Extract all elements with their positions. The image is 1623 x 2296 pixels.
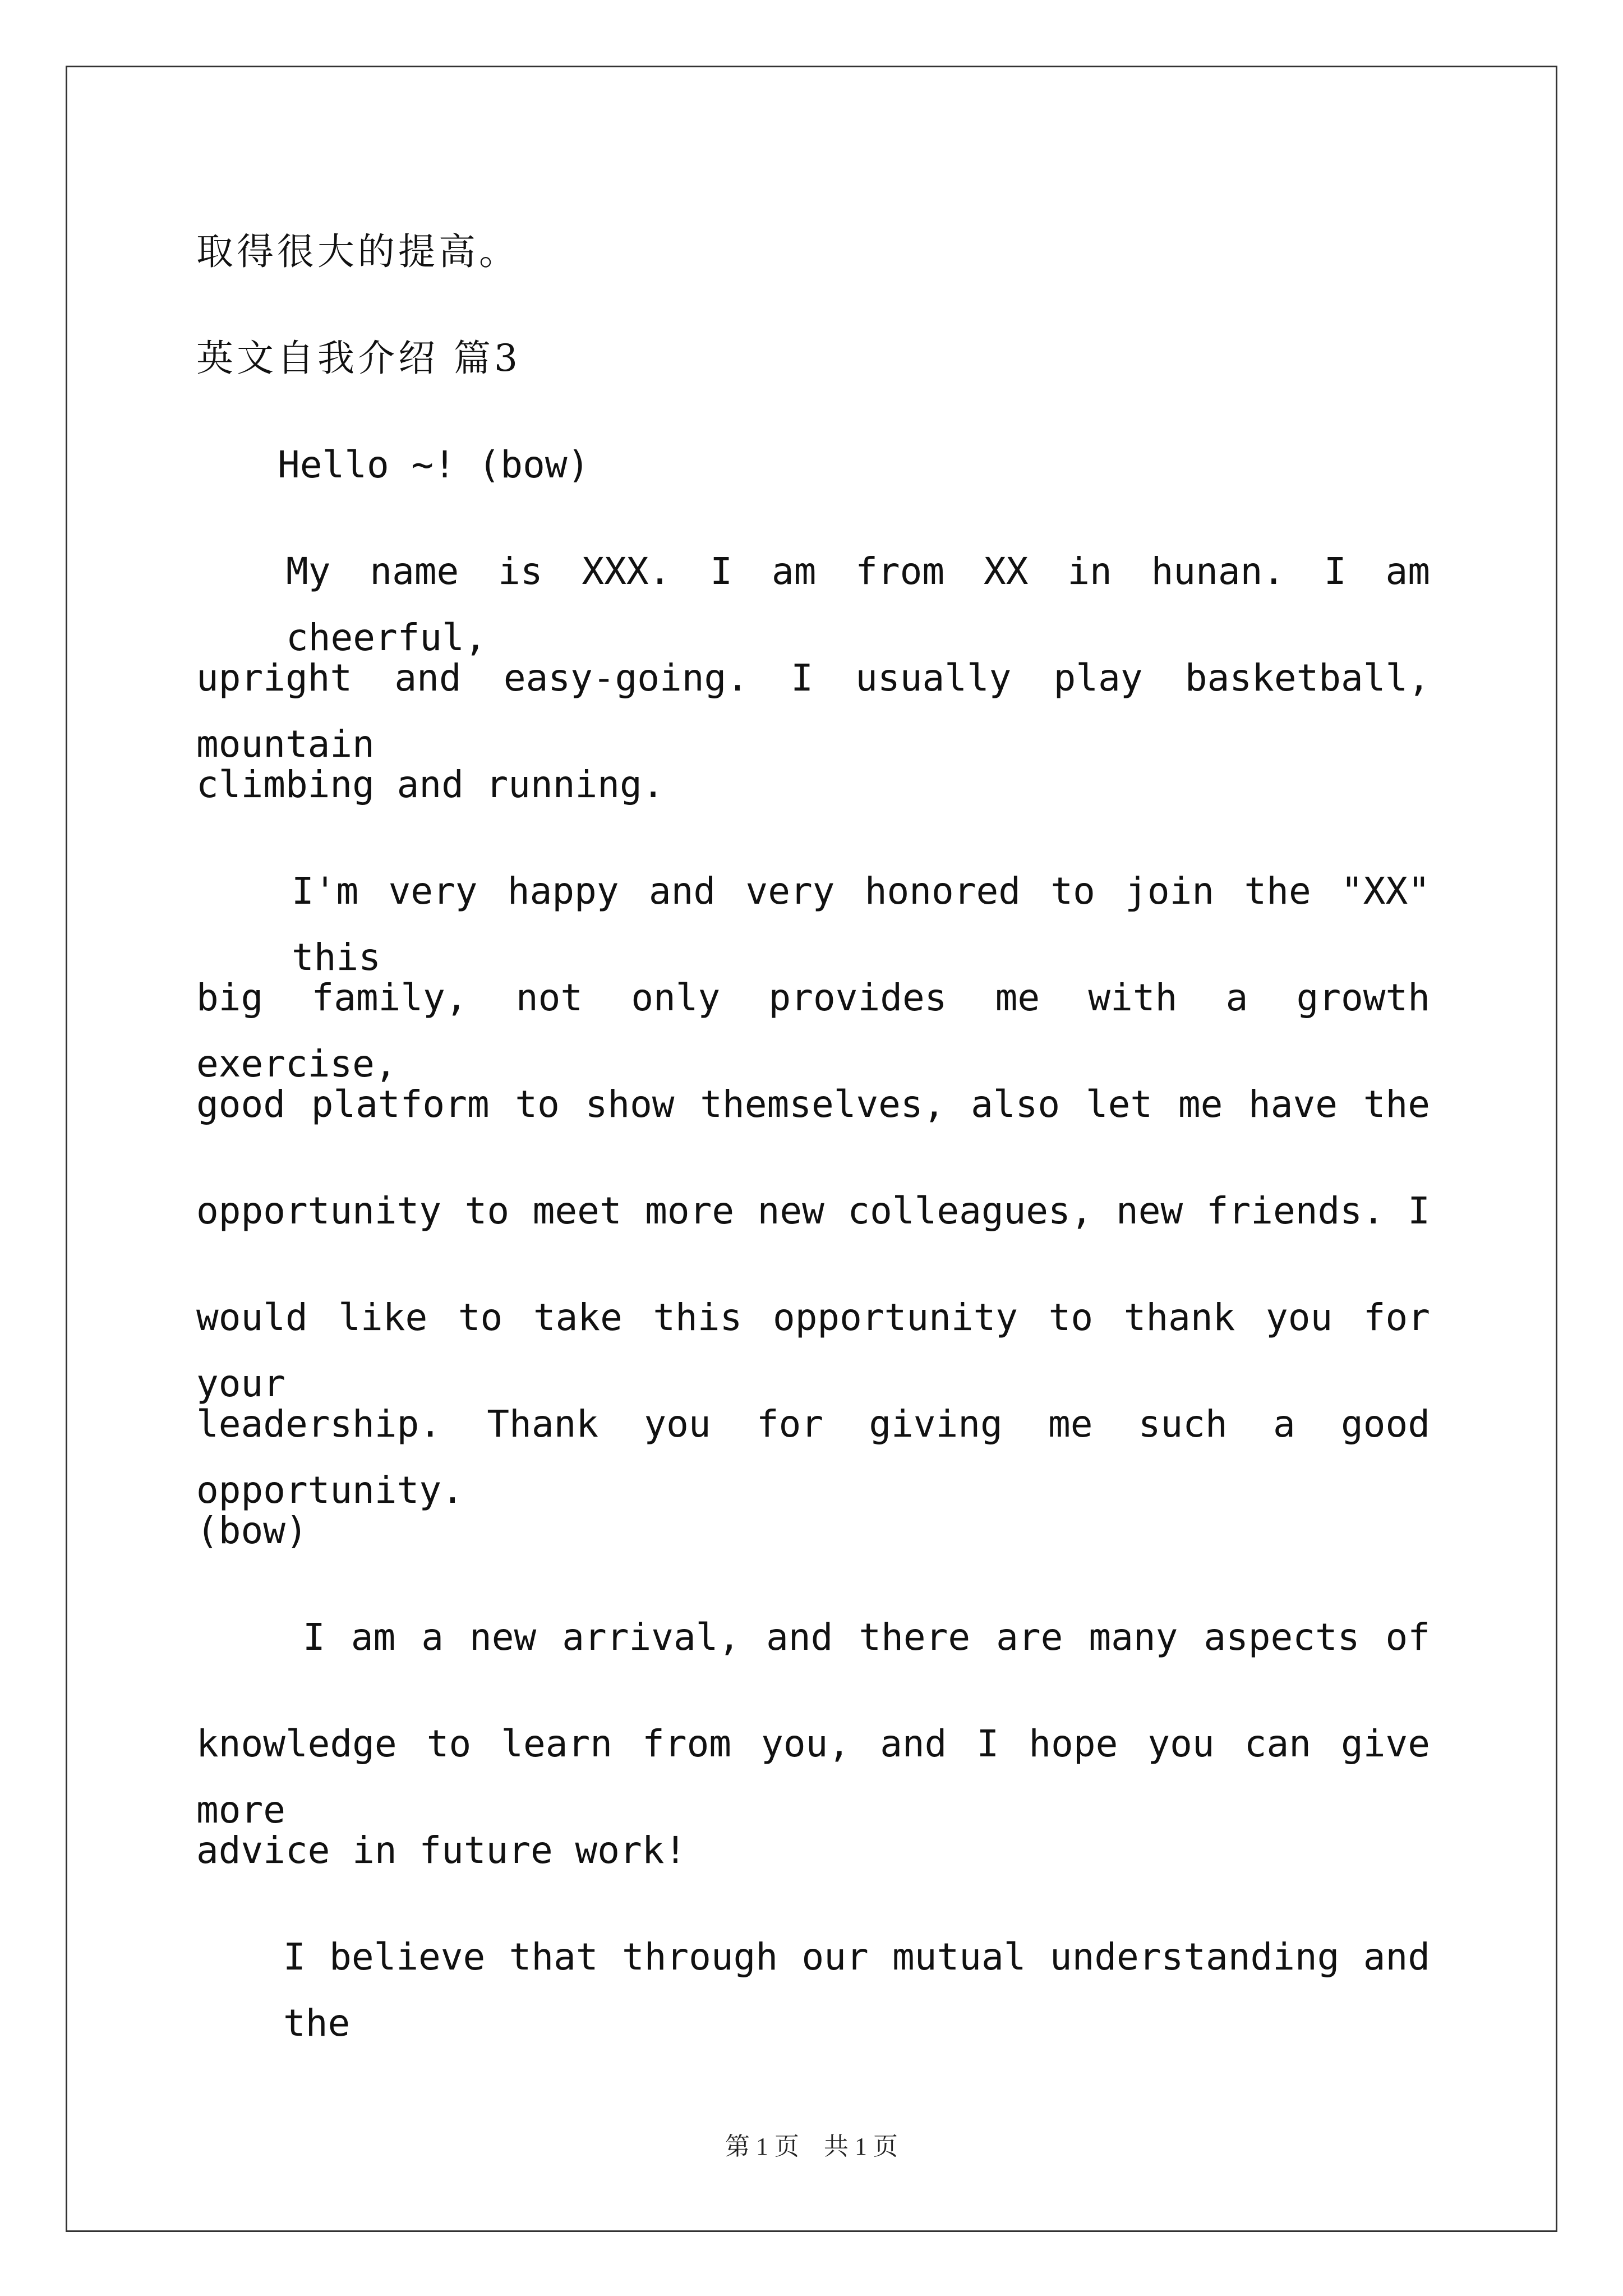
text-line: good platform to show themselves, also let me have the <box>196 1083 1430 1126</box>
text-line: climbing and running. <box>196 763 665 806</box>
text-line: advice in future work! <box>196 1829 687 1872</box>
text-line: knowledge to learn from you, and I hope you can give more <box>196 1722 1430 1832</box>
text-line: My name is XXX. I am from XX in hunan. I am cheerful, <box>286 550 1430 659</box>
text-line: leadership. Thank you for giving me such a good opportunity. <box>196 1402 1430 1512</box>
text-line: upright and easy-going. I usually play basketball, mountain <box>196 656 1430 766</box>
text-line: opportunity to meet more new colleagues, new friends. I <box>196 1189 1430 1232</box>
text-line: I believe that through our mutual understanding and the <box>283 1935 1430 2045</box>
text-line: I'm very happy and very honored to join the "XX" this <box>292 869 1430 979</box>
text-line: 英文自我介绍 篇3 <box>196 337 521 380</box>
page-number-footer: 第 1 页 共 1 页 <box>725 2133 898 2160</box>
text-line: (bow) <box>196 1509 308 1552</box>
text-line: would like to take this opportunity to thank you for your <box>196 1296 1430 1405</box>
text-line: Hello ~! (bow) <box>278 443 590 486</box>
document-body <box>196 219 1430 2045</box>
text-line: I am a new arrival, and there are many aspects of <box>303 1616 1430 1659</box>
text-line: 取得很大的提高。 <box>196 230 519 273</box>
text-line: big family, not only provides me with a growth exercise, <box>196 976 1430 1085</box>
